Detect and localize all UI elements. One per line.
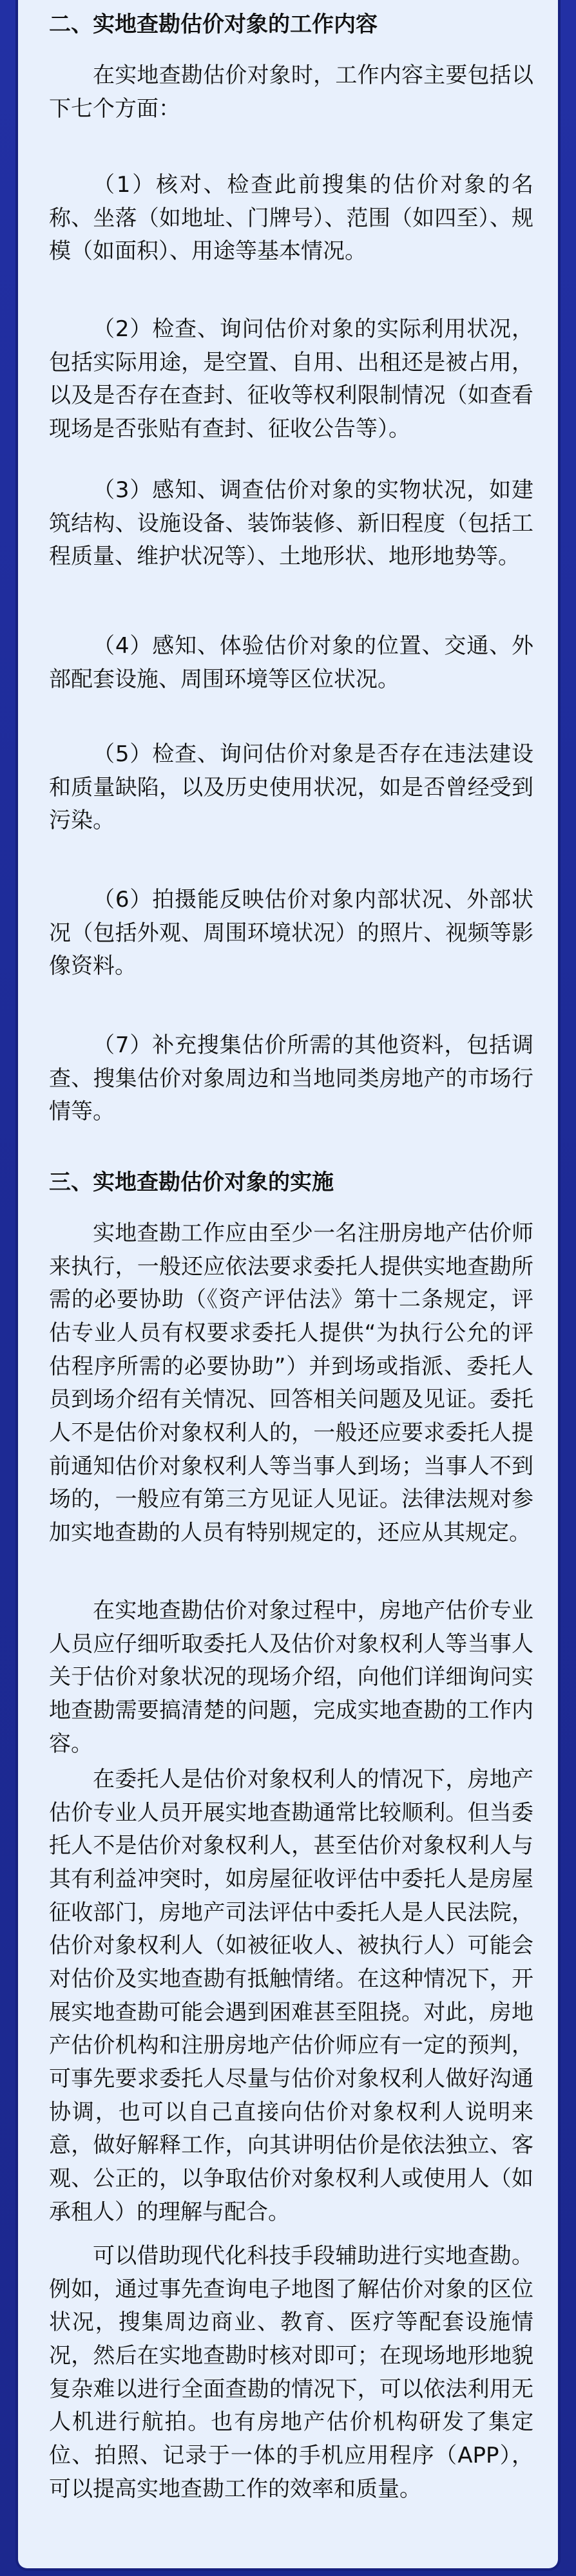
content-card bbox=[15, 0, 561, 2571]
section-2-item-2: （2）检查、询问估价对象的实际利用状况，包括实际用途，是空置、自用、出租还是被占用，以及是否存在查封、征收等权利限制情况（如查看现场是否张贴有查封、征收公告等）。 bbox=[49, 316, 533, 442]
section-2-item-5: （5）检查、询问估价对象是否存在违法建设和质量缺陷，以及历史使用状况，如是否曾经受到污染。 bbox=[49, 741, 533, 834]
section-3-paragraph-3: 在委托人是估价对象权利人的情况下，房地产估价专业人员开展实地查勘通常比较顺利。但当委托人不是估价对象权利人，甚至估价对象权利人与其有利益冲突时，如房屋征收评估中委托人是房屋征收部门，房地产司法评估中委托人是人民法院，估价对象权利人（如被征收人、被执行人）可能会对估价及实地查勘有抵触情绪。在这种情况下，开展实地查勘可能会遇到困难甚至阻挠。对此，房地产估价机构和注册房地产估价师应有一定的预判，可事先要求委托人尽量与估价对象权利人做好沟通协调，也可以自己直接向估价对象权利人说明来意，做好解释工作，向其讲明估价是依法独立、客观、公正的，以争取估价对象权利人或使用人（如承租人）的理解与配合。 bbox=[49, 1766, 533, 2225]
section-2-item-6: （6）拍摄能反映估价对象内部状况、外部状况（包括外观、周围环境状况）的照片、视频等影像资料。 bbox=[49, 887, 533, 980]
section-2-intro: 在实地查勘估价对象时，工作内容主要包括以下七个方面： bbox=[49, 62, 533, 122]
section-2-item-7: （7）补充搜集估价所需的其他资料，包括调查、搜集估价对象周边和当地同类房地产的市场行情等。 bbox=[49, 1032, 533, 1125]
section-2-item-4: （4）感知、体验估价对象的位置、交通、外部配套设施、周围环境等区位状况。 bbox=[49, 633, 533, 692]
section-2-item-1: （1）核对、检查此前搜集的估价对象的名称、坐落（如地址、门牌号）、范围（如四至）、规模（如面积）、用途等基本情况。 bbox=[49, 172, 533, 265]
section-2-title: 二、实地查勘估价对象的工作内容 bbox=[49, 12, 378, 37]
section-2-item-3: （3）感知、调查估价对象的实物状况，如建筑结构、设施设备、装饰装修、新旧程度（包括工程质量、维护状况等）、土地形状、地形地势等。 bbox=[49, 477, 533, 570]
section-3-paragraph-2: 在实地查勘估价对象过程中，房地产估价专业人员应仔细听取委托人及估价对象权利人等当事人关于估价对象状况的现场介绍，向他们详细询问实地查勘需要搞清楚的问题，完成实地查勘的工作内容。 bbox=[49, 1598, 533, 1757]
section-3-paragraph-1: 实地查勘工作应由至少一名注册房地产估价师来执行，一般还应依法要求委托人提供实地查勘所需的必要协助（《资产评估法》第十二条规定，评估专业人员有权要求委托人提供“为执行公允的评估程序所需的必要协助”）并到场或指派、委托人员到场介绍有关情况、回答相关问题及见证。委托人不是估价对象权利人的，一般还应要求委托人提前通知估价对象权利人等当事人到场；当事人不到场的，一般应有第三方见证人见证。法律法规对参加实地查勘的人员有特别规定的，还应从其规定。 bbox=[49, 1220, 533, 1546]
section-3-paragraph-4: 可以借助现代化科技手段辅助进行实地查勘。例如，通过事先查询电子地图了解估价对象的区位状况，搜集周边商业、教育、医疗等配套设施情况，然后在实地查勘时核对即可；在现场地形地貌复杂难以进行全面查勘的情况下，可以依法利用无人机进行航拍。也有房地产估价机构研发了集定位、拍照、记录于一体的手机应用程序（APP），可以提高实地查勘工作的效率和质量。 bbox=[49, 2243, 533, 2502]
section-3-title: 三、实地查勘估价对象的实施 bbox=[49, 1170, 334, 1195]
